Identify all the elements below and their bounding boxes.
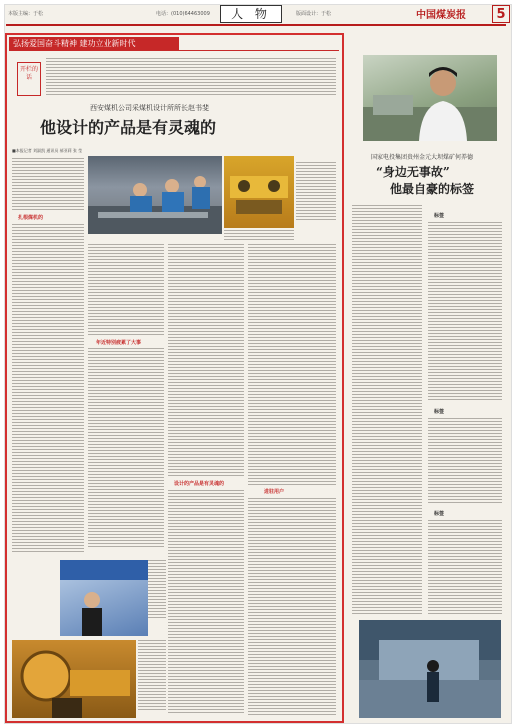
- article-kicker: 西安煤机公司采煤机设计所所长赵书斐: [90, 104, 209, 112]
- shearer-photo: [12, 640, 136, 718]
- section-subhead-1: 扎根煤机的: [18, 215, 44, 221]
- body-column-2b: [88, 348, 164, 548]
- masthead-designer: 版面设计：于松: [296, 11, 332, 17]
- masthead-phone: 电话：(010)64463009: [156, 11, 210, 17]
- right-body-column-2b: [428, 418, 502, 504]
- masthead-editor: 本版主编：于松: [8, 11, 44, 17]
- right-body-column-2c: [428, 520, 502, 615]
- photo-caption-2: [224, 230, 294, 240]
- award-photo: [60, 560, 148, 636]
- masthead: [6, 4, 506, 26]
- body-column-1b: [12, 224, 84, 554]
- section-subhead-3: 进驻用户: [264, 489, 285, 495]
- photo-caption: [296, 162, 336, 222]
- right-kicker: 国家电投集团贵州金元大坝煤矿何养德: [371, 154, 474, 161]
- right-body-column-1: [352, 205, 422, 615]
- article-headline: 他设计的产品是有灵魂的: [40, 118, 217, 137]
- workshop-photo: [88, 156, 222, 234]
- award-caption: [148, 560, 166, 620]
- machine-photo: [224, 156, 294, 228]
- body-column-4b: [248, 498, 336, 716]
- article-byline: ■本报记者 刘淑凯 通讯员 郝亚莉 张 莹: [12, 148, 83, 153]
- body-column-4a: [248, 244, 336, 486]
- mine-worker-photo: [359, 620, 501, 718]
- body-column-3b: [168, 490, 244, 715]
- right-subhead-3: 标签: [434, 511, 445, 517]
- section-subhead-2: 设计的产品是有灵魂的: [174, 481, 225, 487]
- shearer-caption: [138, 640, 166, 710]
- body-column-2a: [88, 244, 164, 336]
- right-subhead-2: 标签: [434, 409, 445, 415]
- banner-rule: [179, 37, 339, 51]
- body-column-1a: [12, 158, 84, 210]
- right-title-line1: “身边无事故”: [376, 165, 450, 179]
- portrait-photo: [363, 55, 497, 141]
- right-body-column-2a: [428, 222, 502, 402]
- section-subhead-2a: 年近特别疲累了大事: [96, 340, 142, 346]
- body-column-3a: [168, 244, 244, 476]
- right-subhead-1: 标签: [434, 213, 445, 219]
- paper-name: 中国煤炭报: [416, 10, 466, 21]
- right-title-line2: 他最自豪的标签: [390, 182, 475, 196]
- column-banner: 弘扬爱国奋斗精神 建功立业新时代: [9, 37, 179, 51]
- column-stamp: 开栏的话: [17, 62, 41, 96]
- intro-text-block: [46, 58, 336, 96]
- page-number: 5: [492, 5, 510, 23]
- section-title: 人 物: [220, 5, 282, 23]
